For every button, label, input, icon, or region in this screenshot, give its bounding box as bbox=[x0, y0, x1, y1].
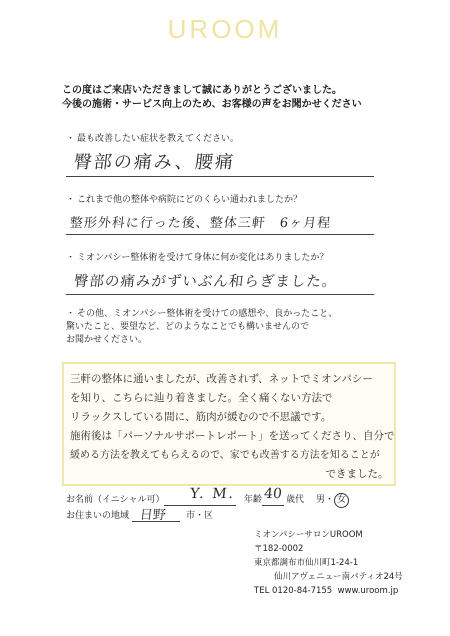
gender-male: 男 bbox=[316, 495, 326, 505]
answer-2-handwriting: 整形外科に行った後、整体三軒 6ヶ月程 bbox=[69, 216, 332, 231]
company-phone: TEL 0120-84-7155 bbox=[254, 586, 333, 596]
age-value: 40 bbox=[263, 486, 283, 502]
answer-1-handwriting: 臀部の痛み、腰痛 bbox=[72, 152, 237, 173]
company-address-1: 東京都調布市仙川町1-24-1 bbox=[254, 558, 359, 568]
feedback-line-1: 三軒の整体に通いましたが、改善されず、ネットでミオンパシー bbox=[70, 373, 373, 385]
question-4-line-1: ・ その他、ミオンパシー整体術を受けての感想や、良かったこと、 bbox=[66, 309, 338, 319]
name-value: Y. M. bbox=[189, 486, 236, 502]
answer-2-underline bbox=[66, 234, 374, 235]
feedback-line-5: 緩める方法を教えてもらえるので、家でも改善する方法を知ることが bbox=[70, 450, 380, 461]
intro-line-1: この度はご来店いただきまして誠にありがとうございました。 bbox=[62, 85, 342, 96]
feedback-line-4: 施術後は「パーソナルサポートレポート」を送ってくださり、自分で bbox=[70, 430, 395, 442]
answer-3-underline bbox=[66, 294, 374, 295]
company-address-2: 仙川アヴェニュー南パティオ24号 bbox=[274, 572, 403, 582]
intro-line-2: 今後の施術・サービス向上のため、お客様の声をお聞かせください bbox=[62, 99, 362, 110]
feedback-line-3: リラックスしている間に、筋肉が緩むので不思議です。 bbox=[70, 411, 332, 423]
feedback-line-6: できました。 bbox=[325, 468, 389, 480]
company-url: www.uroom.jp bbox=[337, 586, 399, 596]
question-2 bbox=[66, 194, 302, 207]
feedback-line-2: を知り、こちらに辿り着きました。全く痛くない方法で bbox=[70, 392, 333, 404]
feedback-handwriting bbox=[70, 370, 395, 484]
bullet: ・ bbox=[66, 134, 76, 144]
age-underline bbox=[262, 505, 284, 506]
age-label: 年齢 bbox=[244, 495, 263, 505]
gender-options bbox=[316, 492, 349, 508]
area-value: 日野 bbox=[139, 508, 167, 523]
question-text: これまで他の整体や病院にどのくらい通われましたか？ bbox=[77, 195, 303, 205]
area-underline bbox=[132, 521, 180, 522]
name-underline bbox=[164, 505, 236, 506]
bullet: ・ bbox=[66, 309, 76, 319]
bullet: ・ bbox=[66, 195, 76, 205]
company-contact bbox=[254, 584, 403, 598]
uroom-logo: UROOM bbox=[167, 14, 283, 44]
feedback-box bbox=[62, 362, 396, 486]
area-label: お住まいの地域 bbox=[66, 511, 130, 521]
question-text: ミオンパシー整体術を受けて身体に何か変化はありましたか？ bbox=[77, 253, 329, 263]
question-4-line-2: 驚いたこと、要望など、どのようなことでも構いませんので bbox=[66, 322, 310, 332]
area-suffix: 市・区 bbox=[186, 511, 214, 521]
answer-1-underline bbox=[66, 176, 374, 177]
name-label: お名前（イニシャル可） bbox=[66, 495, 165, 505]
company-name: ミオンパシーサロンUROOM bbox=[254, 530, 363, 540]
question-text: 最も改善したい症状を教えてください。 bbox=[77, 134, 240, 144]
bullet: ・ bbox=[66, 253, 76, 263]
question-3 bbox=[66, 252, 328, 265]
intro-text bbox=[62, 84, 362, 112]
question-1 bbox=[66, 133, 239, 146]
gender-female: 女 bbox=[334, 493, 349, 508]
company-postal: 〒182-0002 bbox=[254, 544, 304, 554]
company-info bbox=[254, 528, 403, 598]
answer-3-handwriting: 臀部の痛みがずいぶん和らぎました。 bbox=[73, 274, 339, 290]
age-suffix: 歳代 bbox=[286, 495, 305, 505]
gender-separator: ・ bbox=[325, 495, 335, 505]
question-4 bbox=[66, 308, 337, 347]
question-4-line-3: お聞かせください。 bbox=[66, 335, 148, 345]
